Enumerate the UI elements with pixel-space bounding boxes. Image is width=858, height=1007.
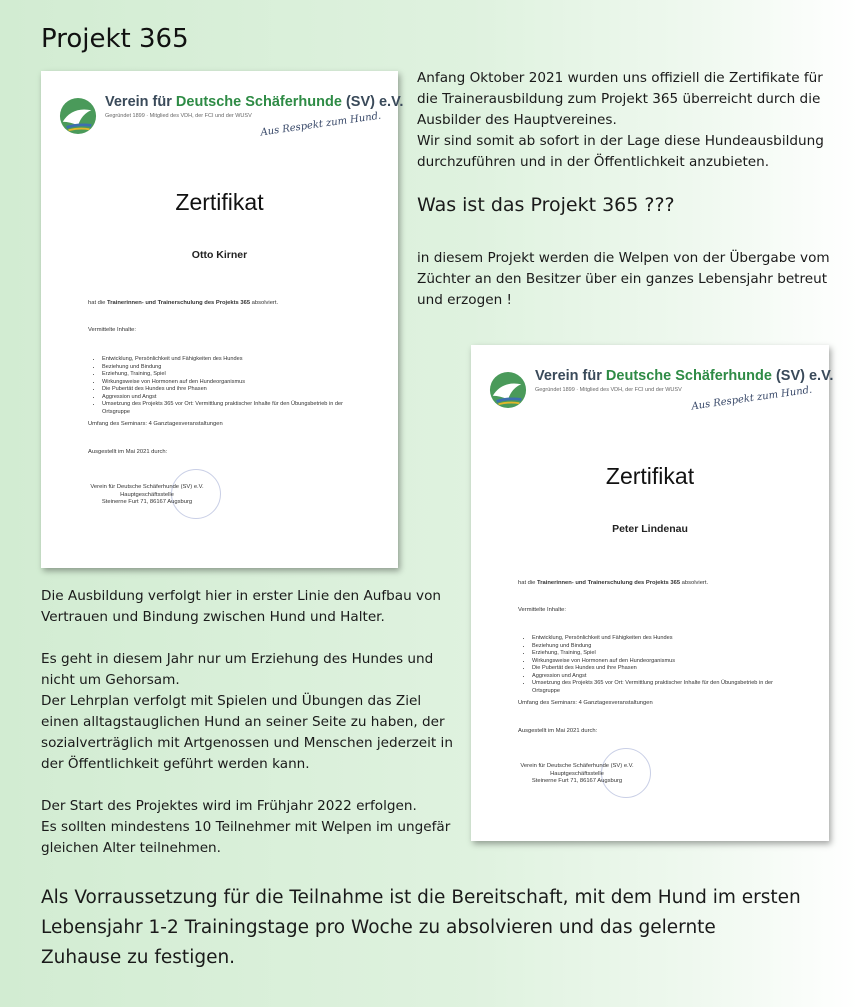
certificate-completion: hat die Trainerinnen- und Trainerschulung des Projekts 365 absolviert.: [518, 580, 709, 586]
list-item: • Entwicklung, Persönlichkeit und Fähigkeiten des Hundes: [532, 635, 802, 643]
certificate-issued: Ausgestellt im Mai 2021 durch:: [518, 728, 598, 734]
list-item: • Beziehung und Bindung: [532, 643, 802, 651]
list-item: • Erziehung, Training, Spiel: [102, 371, 372, 379]
certificate-recipient: Otto Kirner: [191, 249, 248, 261]
description-paragraph-4: Der Start des Projektes wird im Frühjahr 2022 erfolgen.: [41, 798, 417, 814]
certificate-title: Zertifikat: [175, 189, 264, 215]
sv-logo-icon: [489, 371, 527, 409]
description-paragraph-5: Es sollten mindestens 10 Teilnehmer mit Welpen im ungefär gleichen Alter teilnehmen.: [41, 819, 451, 856]
certificate-recipient: Peter Lindenau: [612, 523, 688, 535]
certificate-contents-label: Vermittelte Inhalte:: [88, 327, 137, 333]
list-item: • Aggression und Angst: [532, 673, 802, 681]
certificate-org-name: Verein für Deutsche Schäferhunde (SV) e.V.: [535, 368, 834, 384]
certificate-founded: Gegründet 1899 · Mitglied des VDH, der FCI und der WUSV: [105, 113, 252, 119]
certificate-image-otto-kirner: [41, 71, 404, 568]
list-item: • Beziehung und Bindung: [102, 364, 372, 372]
section-text: in diesem Projekt werden die Welpen von der Übergabe vom Züchter an den Besitzer über ein ganzes Lebensjahr betreut und erzogen !: [417, 250, 830, 308]
list-item: • Wirkungsweise von Hormonen auf den Hundeorganismus: [532, 658, 802, 666]
description-paragraph-2: Es geht in diesem Jahr nur um Erziehung des Hundes und nicht um Gehorsam.: [41, 651, 434, 688]
description-paragraph-3: Der Lehrplan verfolgt mit Spielen und Übungen das Ziel einen alltagstauglichen Hund an seiner Seite zu haben, der sozialverträglich mit Artgenossen und Menschen jederzeit in der Öffentlichkeit geführt werden kann.: [41, 693, 453, 772]
list-item: • Erziehung, Training, Spiel: [532, 650, 802, 658]
certificate-issued: Ausgestellt im Mai 2021 durch:: [88, 449, 168, 455]
description-text: [41, 586, 461, 859]
list-item: • Die Pubertät des Hundes und ihre Phasen: [102, 386, 372, 394]
list-item: • Umsetzung des Projekts 365 vor Ort: Vermittlung praktischer Inhalte für den Übungsbetrieb in der Ortsgruppe: [102, 401, 372, 416]
certificate-issuer: Verein für Deutsche Schäferhunde (SV) e.V. Hauptgeschäftsstelle Steinerne Furt 71, 86167 Augsburg: [90, 484, 204, 505]
certificate-issuer: Verein für Deutsche Schäferhunde (SV) e.V. Hauptgeschäftsstelle Steinerne Furt 71, 86167 Augsburg: [520, 763, 634, 784]
certificate-motto: Aus Respekt zum Hund.: [260, 110, 383, 139]
list-item: • Entwicklung, Persönlichkeit und Fähigkeiten des Hundes: [102, 356, 372, 364]
certificate-org-name: Verein für Deutsche Schäferhunde (SV) e.V.: [105, 94, 404, 110]
certificate-contents-list: [88, 356, 372, 416]
certificate-motto: Aus Respekt zum Hund.: [691, 384, 814, 413]
certificate-image-peter-lindenau: [471, 345, 834, 841]
section-heading: Was ist das Projekt 365 ???: [417, 194, 675, 216]
intro-paragraph-1: Anfang Oktober 2021 wurden uns offiziell die Zertifikate für die Trainerausbildung zum Projekt 365 überreicht durch die Ausbilder des Hauptvereines.: [417, 70, 823, 128]
sv-logo-icon: [59, 97, 97, 135]
list-item: • Wirkungsweise von Hormonen auf den Hundeorganismus: [102, 379, 372, 387]
certificate-scope: Umfang des Seminars: 4 Ganztagesveranstaltungen: [518, 700, 653, 706]
requirements-text: Als Vorraussetzung für die Teilnahme ist die Bereitschaft, mit dem Hund im ersten Lebensjahr 1-2 Trainingstage pro Woche zu absolvieren und das gelernte Zuhause zu festigen.: [41, 887, 801, 968]
certificate-completion: hat die Trainerinnen- und Trainerschulung des Projekts 365 absolviert.: [88, 300, 279, 306]
list-item: • Die Pubertät des Hundes und ihre Phasen: [532, 665, 802, 673]
intro-paragraph-2: Wir sind somit ab sofort in der Lage diese Hundeausbildung durchzuführen und in der Öffentlichkeit anzubieten.: [417, 133, 824, 170]
certificate-title: Zertifikat: [605, 463, 695, 489]
intro-text: [417, 68, 847, 173]
page-title: Projekt 365: [41, 24, 189, 54]
description-paragraph-1: Die Ausbildung verfolgt hier in erster Linie den Aufbau von Vertrauen und Bindung zwischen Hund und Halter.: [41, 588, 442, 625]
certificate-contents-label: Vermittelte Inhalte:: [518, 607, 567, 613]
certificate-scope: Umfang des Seminars: 4 Ganztagesveranstaltungen: [88, 421, 223, 427]
list-item: • Aggression und Angst: [102, 394, 372, 402]
certificate-founded: Gegründet 1899 · Mitglied des VDH, der FCI und der WUSV: [535, 387, 682, 393]
list-item: • Umsetzung des Projekts 365 vor Ort: Vermittlung praktischer Inhalte für den Übungsbetrieb in der Ortsgruppe: [532, 680, 802, 695]
certificate-contents-list: [518, 635, 802, 695]
